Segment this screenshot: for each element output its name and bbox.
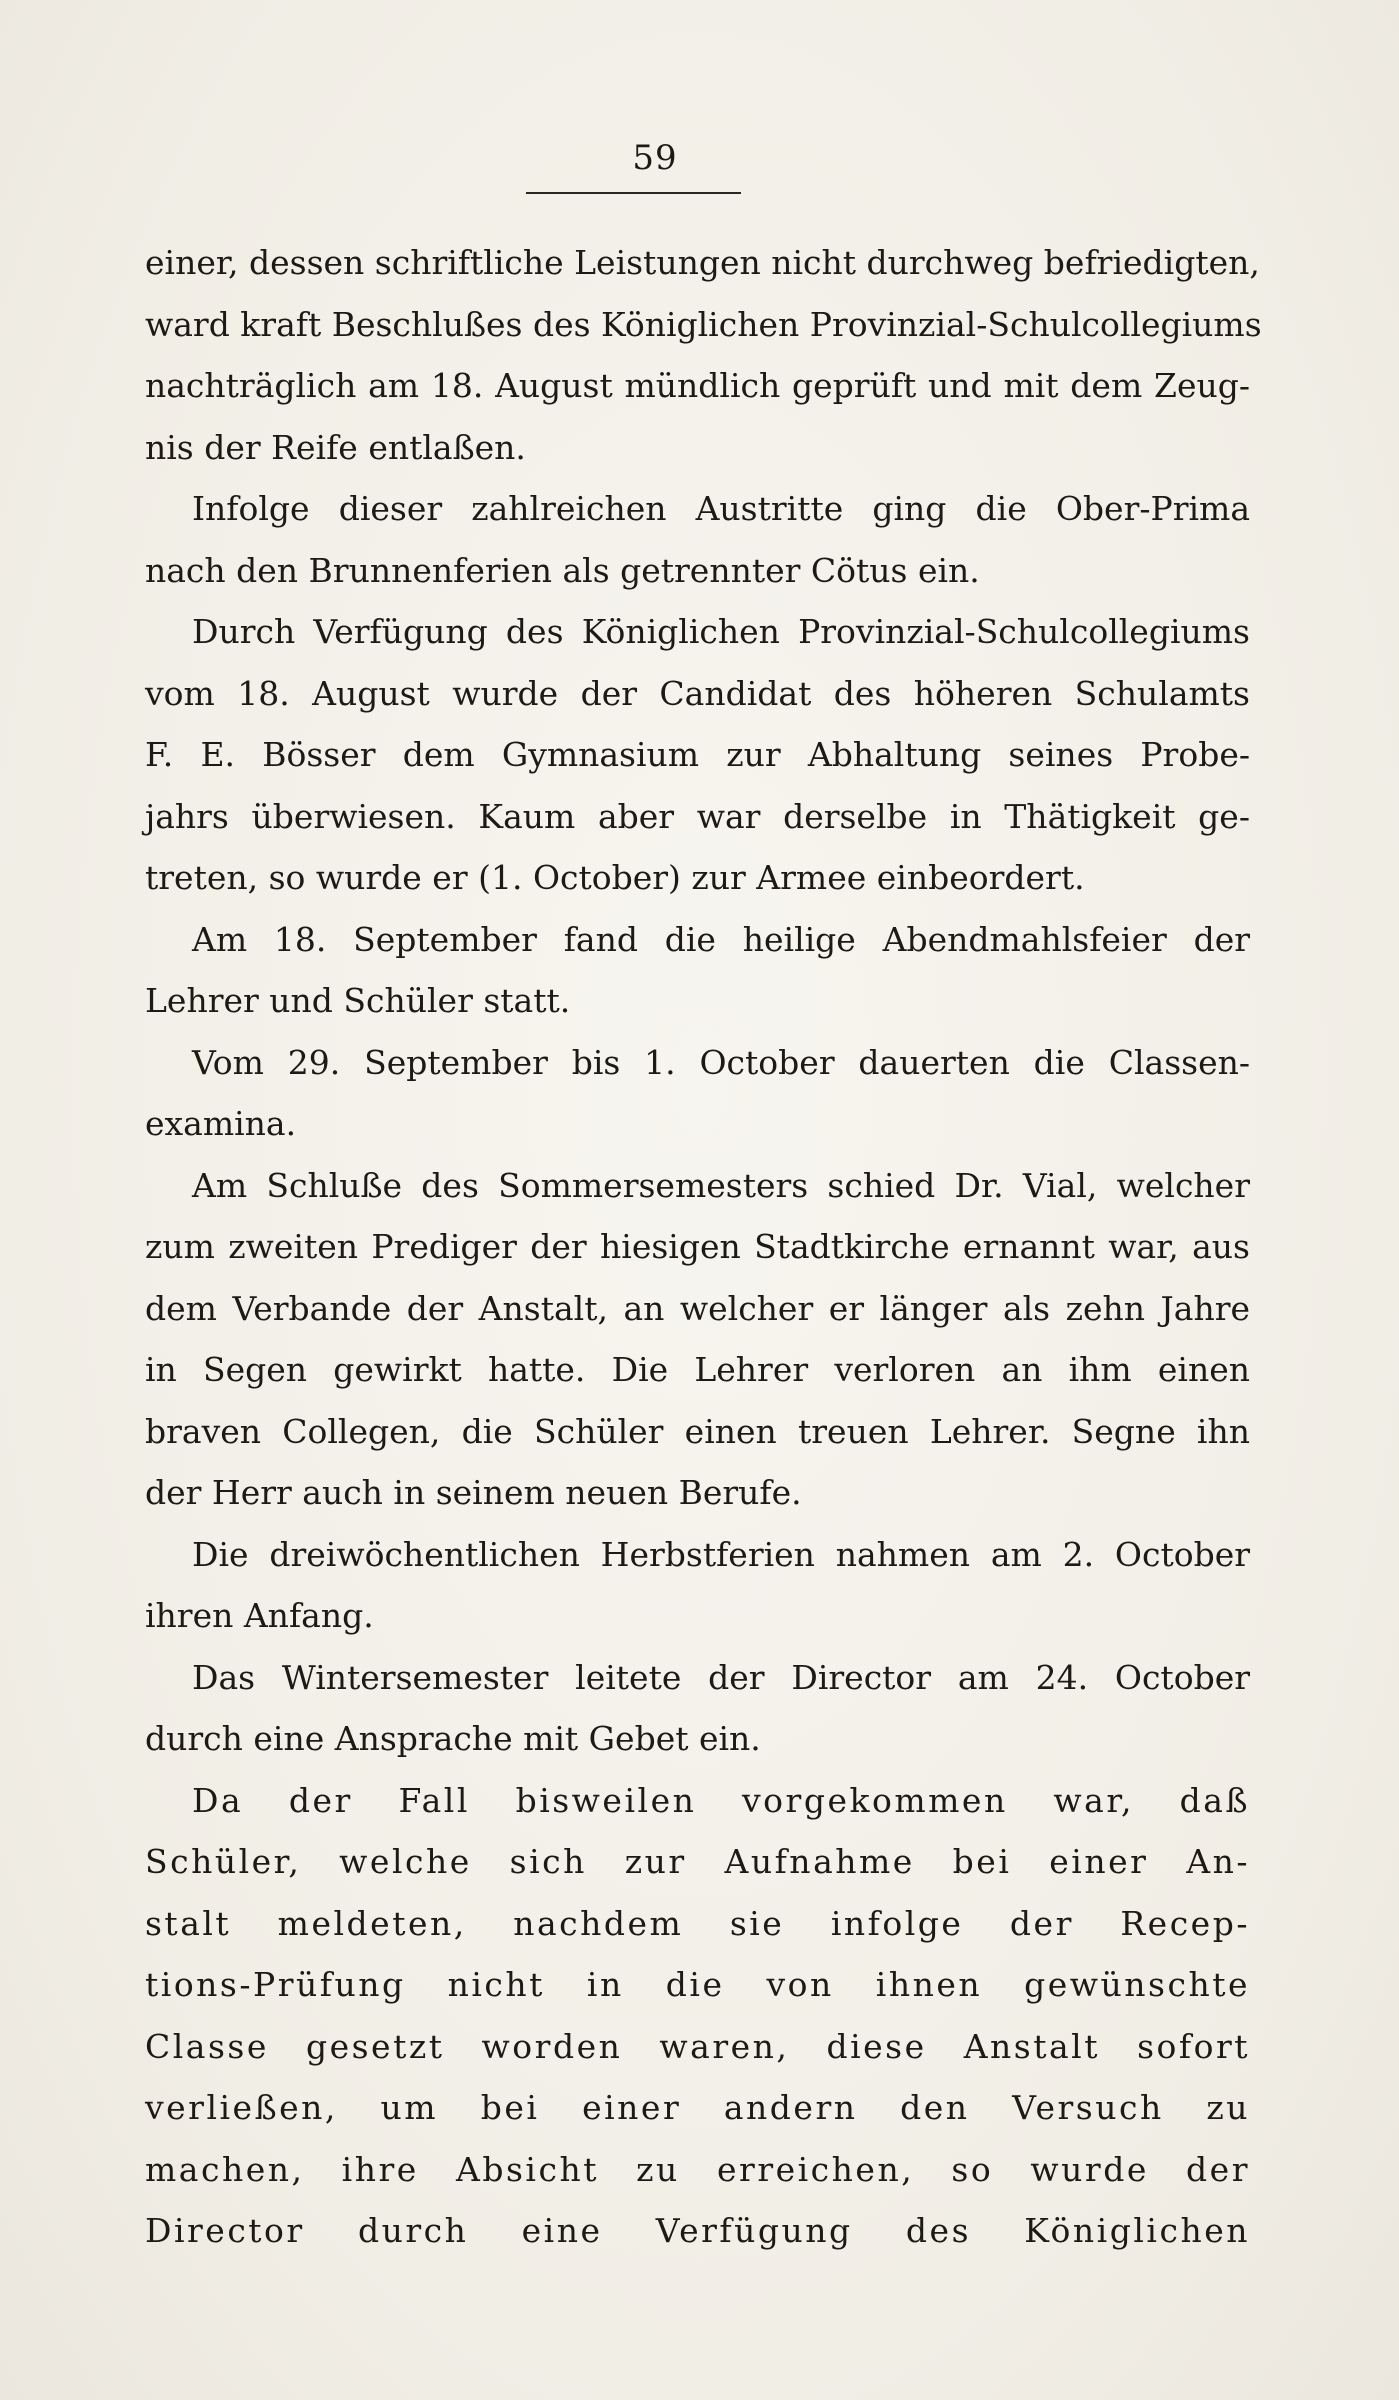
text-line: in Segen gewirkt hatte. Die Lehrer verloren an ihm einen — [145, 1350, 1250, 1389]
text-line: Am 18. September fand die heilige Abendmahlsfeier der — [192, 919, 1250, 959]
text-line: Am Schluße des Sommersemesters schied Dr. Vial, welcher — [192, 1165, 1250, 1205]
text-line: ward kraft Beschlußes des Königlichen Provinzial-Schulcollegiums — [145, 304, 1262, 344]
text-line: Lehrer und Schüler statt. — [145, 981, 571, 1020]
text-line: Vom 29. September bis 1. October dauerten die Classen- — [192, 1042, 1250, 1082]
text-line: braven Collegen, die Schüler einen treuen Lehrer. Segne ihn — [145, 1411, 1250, 1451]
text-line: Die dreiwöchentlichen Herbstferien nahmen am 2. October — [192, 1534, 1250, 1574]
text-line: Classe gesetzt worden waren, diese Anstalt sofort — [145, 2026, 1250, 2066]
text-line: zum zweiten Prediger der hiesigen Stadtkirche ernannt war, aus — [145, 1227, 1250, 1266]
text-line: Da der Fall bisweilen vorgekommen war, daß — [192, 1780, 1250, 1820]
text-line: der Herr auch in seinem neuen Berufe. — [145, 1473, 802, 1512]
text-line: Infolge dieser zahlreichen Austritte ging die Ober-Prima — [192, 489, 1250, 528]
text-line: Schüler, welche sich zur Aufnahme bei einer An- — [145, 1842, 1250, 1881]
text-line: dem Verbande der Anstalt, an welcher er länger als zehn Jahre — [145, 1288, 1250, 1328]
header-rule — [526, 192, 741, 194]
text-line: vom 18. August wurde der Candidat des höheren Schulamts — [145, 673, 1250, 713]
text-line: nach den Brunnenferien als getrennter Cötus ein. — [145, 550, 980, 590]
text-line: Director durch eine Verfügung des Königlichen — [145, 2211, 1250, 2250]
text-line: jahrs überwiesen. Kaum aber war derselbe in Thätigkeit ge- — [145, 796, 1250, 836]
text-line: treten, so wurde er (1. October) zur Armee einbeordert. — [145, 858, 1085, 897]
text-line: verließen, um bei einer andern den Versuch zu — [145, 2088, 1250, 2127]
text-line: Das Wintersemester leitete der Director am 24. October — [192, 1657, 1250, 1697]
text-line: nachträglich am 18. August mündlich geprüft und mit dem Zeug- — [145, 366, 1250, 405]
text-line: F. E. Bösser dem Gymnasium zur Abhaltung seines Probe- — [145, 735, 1250, 774]
text-line: stalt meldeten, nachdem sie infolge der Recep- — [145, 1903, 1250, 1943]
page-number: 59 — [632, 138, 678, 178]
text-line: Durch Verfügung des Königlichen Provinzial-Schulcollegiums — [192, 612, 1250, 651]
text-line: nis der Reife entlaßen. — [145, 427, 526, 467]
text-line: machen, ihre Absicht zu erreichen, so wurde der — [145, 2149, 1250, 2189]
text-line: einer, dessen schriftliche Leistungen nicht durchweg befriedigten, — [145, 243, 1260, 282]
text-line: examina. — [145, 1104, 297, 1143]
text-line: durch eine Ansprache mit Gebet ein. — [145, 1719, 761, 1758]
text-line: tions-Prüfung nicht in die von ihnen gewünschte — [145, 1965, 1250, 2004]
body-text — [145, 232, 1262, 2262]
text-line: ihren Anfang. — [145, 1596, 374, 1635]
